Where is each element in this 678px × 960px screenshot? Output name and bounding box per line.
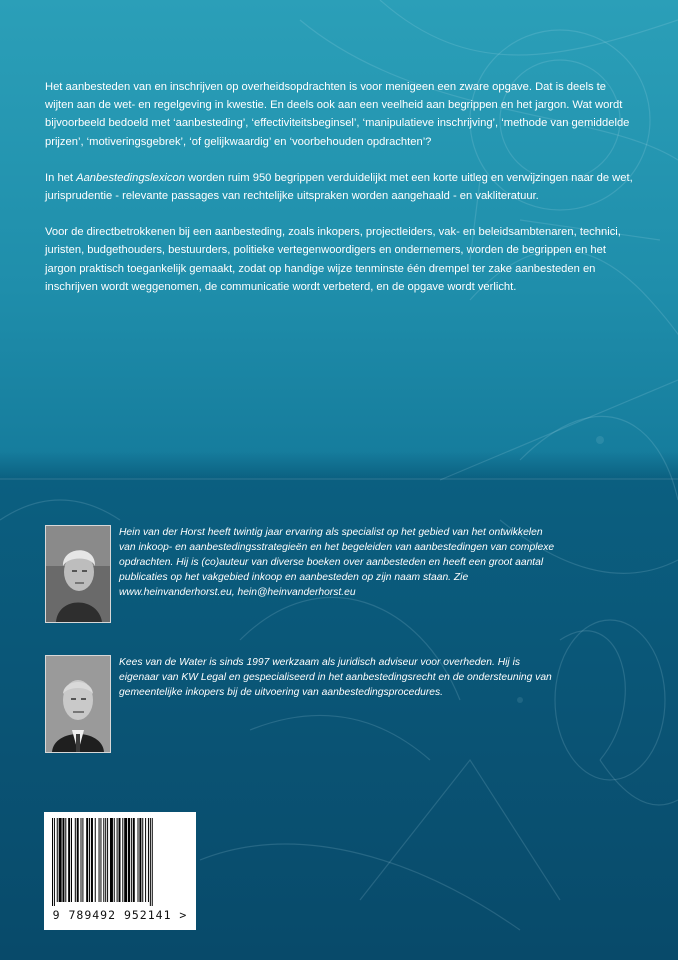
barcode-bar <box>138 818 139 902</box>
barcode-bar <box>122 818 123 902</box>
barcode-bar <box>110 818 113 902</box>
barcode-bar <box>114 818 115 902</box>
barcode-bar <box>82 818 83 902</box>
author-photo-2 <box>45 655 111 753</box>
barcode-bar <box>54 818 55 906</box>
barcode-bar <box>103 818 104 902</box>
barcode-bar <box>65 818 66 902</box>
blurb-text <box>45 78 635 314</box>
barcode-bar <box>95 818 96 902</box>
author-bio-2: Kees van de Water is sinds 1997 werkzaam als juridisch adviseur voor overheden. Hij is eigenaar van KW Legal en gespecialiseerd in het aanbestedingsrecht en de ondersteuning van gemeentelijke inkopers bij de uitvoering van aanbestedingsprocedures. <box>119 657 552 698</box>
barcode-bar <box>107 818 108 902</box>
book-title-inline: Aanbestedingslexicon <box>76 171 185 184</box>
barcode-bar <box>124 818 127 902</box>
barcode-bar <box>86 818 88 902</box>
barcode-bar <box>62 818 64 902</box>
barcode-bar <box>77 818 79 902</box>
barcode-bar <box>68 818 70 902</box>
barcode-bar <box>119 818 121 902</box>
barcode-bar <box>81 818 82 902</box>
barcode-bar <box>57 818 58 902</box>
barcode-bar <box>148 818 149 902</box>
barcode-bar <box>100 818 101 902</box>
barcode-bar <box>71 818 72 902</box>
band-divider <box>0 478 678 480</box>
barcode-bar <box>150 818 151 906</box>
barcode-bar <box>117 818 118 902</box>
barcode-bar <box>145 818 146 902</box>
isbn-number: 9 789492 952141 > <box>52 908 188 922</box>
barcode-bar <box>133 818 135 902</box>
blurb-paragraph-1: Het aanbesteden van en inschrijven op overheidsopdrachten is voor menigeen een zware opgave. Dat is deels te wijten aan de wet- en regelgeving in kwestie. En deels ook aan een veelheid aan begrippen en het jargon. Wat wordt bijvoorbeeld bedoeld met ‘aanbesteding’, ‘effectiviteitsbeginsel’, ‘manipulatieve inschrijving’, ‘methode van gemiddelde prijzen’, ‘motiveringsgebrek’, ‘of gelijkwaardig’ en ‘voorbehouden opdrachten’? <box>45 81 630 148</box>
barcode-bars <box>50 818 190 906</box>
barcode-bar <box>128 818 130 902</box>
barcode-bar <box>99 818 100 902</box>
barcode-bar <box>131 818 132 902</box>
blurb-p2-intro: In het <box>45 171 77 184</box>
barcode-bar <box>89 818 90 902</box>
barcode-bar <box>142 818 143 902</box>
barcode-bar <box>59 818 62 902</box>
isbn-barcode <box>44 812 196 930</box>
author-bio-1: Hein van der Horst heeft twintig jaar ervaring als specialist op het gebied van het ontwikkelen van inkoop- en aanbestedingsstrategieën en het begeleiden van aanbestedingen van complexe opdrachten. Hij is (co)auteur van diverse boeken over aanbesteden en heeft een groot aantal publicaties op het vakgebied inkoop en aanbesteden op zijn naam staan. Zie www.heinvanderhorst.eu, hein@heinvanderhorst.eu <box>119 527 555 598</box>
barcode-bar <box>139 818 141 902</box>
barcode-bar <box>105 818 106 902</box>
barcode-bar <box>91 818 93 902</box>
barcode-bar <box>75 818 76 902</box>
author-photo-1 <box>45 525 111 623</box>
barcode-bar <box>152 818 153 906</box>
blurb-paragraph-2 <box>45 169 635 205</box>
barcode-bar <box>52 818 53 906</box>
blurb-p2-rest: worden ruim 950 begrippen verduidelijkt met een korte uitleg en verwijzingen naar de wet, jurisprudentie - relevante passages van rechtelijke uitspraken worden aangehaald - en vakliteratuur. <box>45 171 633 203</box>
blurb-paragraph-3: Voor de directbetrokkenen bij een aanbesteding, zoals inkopers, projectleiders, vak- en beleidsambtenaren, technici, juristen, budgethouders, bestuurders, politieke vertegenwoordigers en ondernemers, worden de begrippen en het jargon praktisch toegankelijk gemaakt, zodat op handige wijze tenminste één drempel ter zake aanbesteden en inschrijven wordt weggenomen, de communicatie wordt verbeterd, en de opgave wordt verlicht. <box>45 226 621 293</box>
